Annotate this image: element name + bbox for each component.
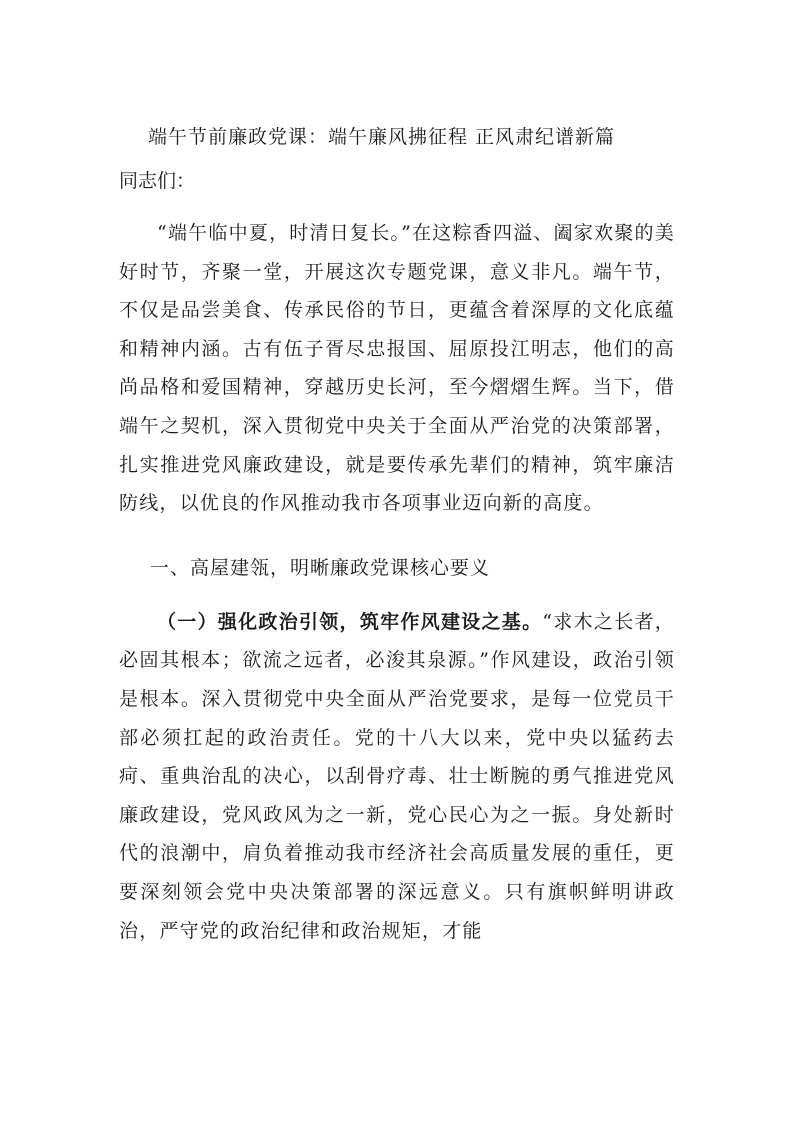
salutation: 同志们：	[119, 170, 196, 192]
intro-paragraph: “端午临中夏，时清日复长。”在这粽香四溢、阖家欢聚的美好时节，齐聚一堂，开展这次专题党课，意义非凡。端午节，不仅是品尝美食、传承民俗的节日，更蕴含着深厚的文化底蕴和精神内涵。古有伍子胥尽忠报国、屈原投江明志，他们的高尚品格和爱国精神，穿越历史长河，至今熠熠生辉。当下，借端午之契机，深入贯彻党中央关于全面从严治党的决策部署，扎实推进党风廉政建设，就是要传承先辈们的精神，筑牢廉洁防线，以优良的作风推动我市各项事业迈向新的高度。	[119, 222, 675, 515]
document-body	[119, 119, 675, 950]
subsection-body-1: “求木之长者，必固其根本；欲流之远者，必浚其泉源。”作风建设，政治引领是根本。深入贯彻党中央全面从严治党要求，是每一位党员干部必须扛起的政治责任。党的十八大以来，党中央以猛药去疴、重典治乱的决心，以刮骨疗毒、壮士断腕的勇气推进党风廉政建设，党风政风为之一新，党心民心为之一振。身处新时代的浪潮中，肩负着推动我市经济社会高质量发展的重任，更要深刻领会党中央决策部署的深远意义。只有旗帜鲜明讲政治，严守党的政治纪律和政治规矩，才能	[119, 610, 675, 942]
subsection-lead-1: （一）强化政治引领，筑牢作风建设之基。	[157, 610, 543, 633]
document-title: 端午节前廉政党课：端午廉风拂征程 正风肃纪谱新篇	[148, 126, 616, 148]
section-heading-1: 一、高屋建瓴，明晰廉政党课核心要义	[150, 556, 491, 579]
subsection-paragraph-1	[119, 603, 675, 950]
